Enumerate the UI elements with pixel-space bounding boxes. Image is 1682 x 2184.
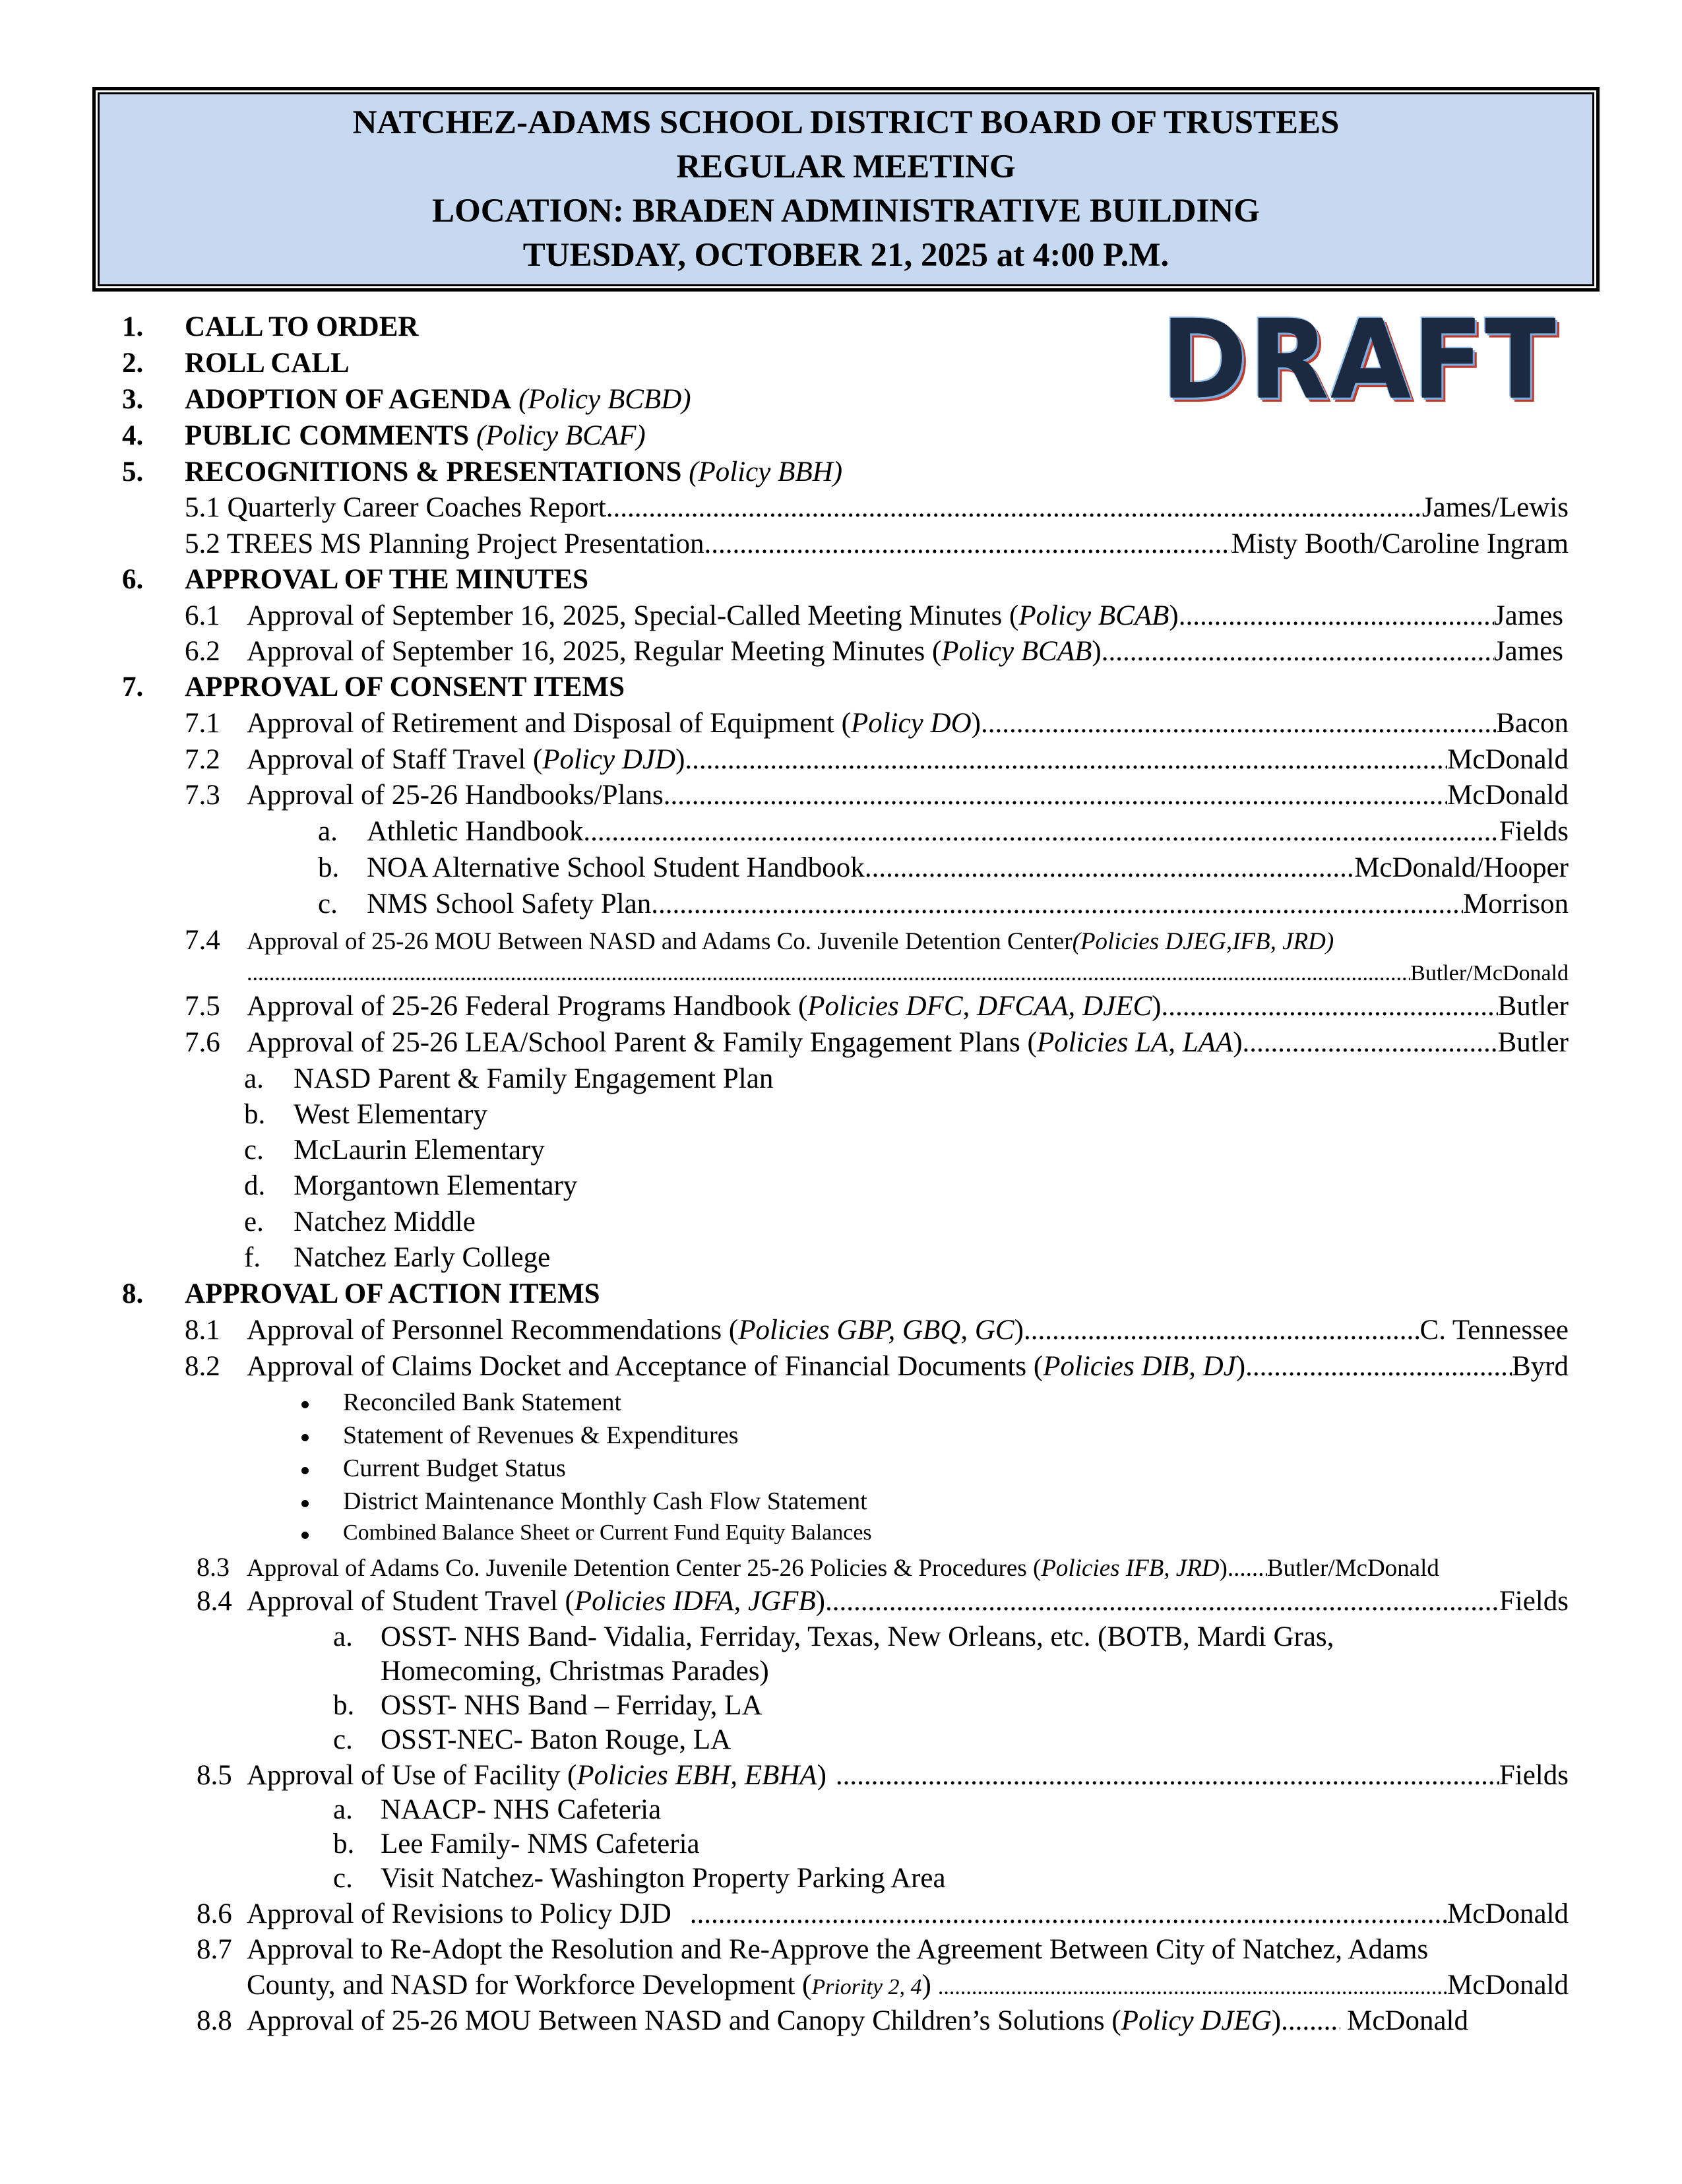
- bullet-icon: [301, 1401, 309, 1408]
- item-letter: c.: [333, 1863, 353, 1894]
- item-presenter: James: [1493, 600, 1563, 631]
- item-title: CALL TO ORDER: [185, 311, 419, 342]
- dot-leader: [1024, 1313, 1420, 1348]
- dot-leader: [1102, 635, 1494, 669]
- bullet-icon: [301, 1434, 309, 1441]
- dot-leader: [865, 851, 1354, 885]
- item-number: 7.4: [185, 925, 220, 956]
- item-policy-close: ): [675, 744, 685, 775]
- item-presenter: McDonald: [1347, 2005, 1468, 2036]
- item-text: Approval of 25-26 LEA/School Parent & Family Engagement Plans (: [247, 1027, 1037, 1058]
- item-policy-close: ): [815, 1586, 825, 1617]
- dot-leader: [1228, 1551, 1267, 1586]
- item-text: Visit Natchez- Washington Property Parking Area: [381, 1863, 946, 1894]
- item-policy: (Policy BCAF): [476, 420, 646, 451]
- item-presenter: Butler: [1497, 991, 1569, 1022]
- item-number: 4.: [122, 420, 144, 451]
- item-text: Approval of 25-26 MOU Between NASD and Canopy Children’s Solutions (: [247, 2005, 1121, 2036]
- item-presenter: Morrison: [1462, 889, 1569, 920]
- item-7-1: [185, 706, 1569, 741]
- item-number: 8.5: [197, 1760, 232, 1791]
- item-text: 5.2 TREES MS Planning Project Presentation: [185, 528, 704, 559]
- item-letter: a.: [244, 1063, 264, 1094]
- dot-leader: [664, 778, 1447, 813]
- item-text: Approval of Revisions to Policy DJD: [247, 1898, 671, 1929]
- item-presenter: Butler/McDonald: [1410, 961, 1569, 985]
- item-8-8: [197, 2004, 1569, 2038]
- item-8-5b: [333, 1827, 700, 1861]
- item-title: APPROVAL OF THE MINUTES: [185, 564, 589, 595]
- item-policy: Priority 2, 4: [811, 1975, 922, 1999]
- item-policy: Policies EBH, EBHA: [576, 1760, 817, 1791]
- item-7-3a: [318, 815, 1569, 849]
- item-8-3: [197, 1550, 1569, 1586]
- item-letter: c.: [244, 1135, 264, 1166]
- item-letter: c.: [318, 889, 338, 920]
- bullet-item: District Maintenance Monthly Cash Flow Statement: [343, 1487, 867, 1515]
- item-presenter: McDonald: [1447, 780, 1569, 811]
- item-8-2: [185, 1350, 1569, 1384]
- item-policy-close: ): [817, 1760, 826, 1791]
- item-presenter: McDonald: [1447, 1970, 1569, 2001]
- item-presenter: McDonald/Hooper: [1354, 852, 1569, 883]
- item-8-7: [197, 1933, 1429, 1967]
- agenda-header-inner: [98, 92, 1594, 286]
- header-title-date: TUESDAY, OCTOBER 21, 2025 at 4:00 P.M.: [522, 237, 1169, 274]
- bullet-item: Reconciled Bank Statement: [343, 1388, 622, 1416]
- item-presenter: James/Lewis: [1421, 492, 1569, 523]
- item-policy: Policy BCAB: [1018, 600, 1169, 631]
- item-7-6: [185, 1026, 1569, 1060]
- item-title: PUBLIC COMMENTS: [185, 420, 470, 451]
- item-policy-close: ): [1152, 991, 1162, 1022]
- item-8-5a: [333, 1793, 662, 1827]
- dot-leader: [836, 1759, 1499, 1793]
- item-number: 2.: [122, 348, 144, 379]
- item-presenter: C. Tennessee: [1419, 1315, 1569, 1346]
- item-number: 7.1: [185, 708, 220, 739]
- item-6-2: [185, 635, 1563, 669]
- item-letter: a.: [318, 816, 338, 847]
- item-text: Approval of September 16, 2025, Regular Meeting Minutes (: [247, 636, 942, 667]
- dot-leader: [690, 1897, 1447, 1931]
- item-presenter: Bacon: [1496, 708, 1569, 739]
- dot-leader: [583, 815, 1499, 849]
- item-text: Approval to Re-Adopt the Resolution and Re-Approve the Agreement Between City of Natchez, Adams: [247, 1934, 1429, 1965]
- item-text: Approval of 25-26 MOU Between NASD and Adams Co. Juvenile Detention Center: [247, 928, 1073, 955]
- item-number: 7.: [122, 671, 144, 702]
- item-1: [122, 310, 419, 344]
- item-4: [122, 419, 646, 453]
- item-presenter: Misty Booth/Caroline Ingram: [1231, 528, 1569, 559]
- item-7-6d: [244, 1169, 578, 1203]
- bullet-item: Statement of Revenues & Expenditures: [343, 1421, 739, 1449]
- item-policy-close: ): [1014, 1315, 1024, 1346]
- item-policy: (Policies DJEG,IFB, JRD): [1072, 928, 1334, 955]
- item-7-3: [185, 778, 1569, 813]
- item-text: Approval of Adams Co. Juvenile Detention Center 25-26 Policies & Procedures (: [247, 1555, 1042, 1582]
- header-title-district: NATCHEZ-ADAMS SCHOOL DISTRICT BOARD OF TRUSTEES: [352, 104, 1340, 141]
- item-text: Approval of Retirement and Disposal of Equipment (: [247, 708, 851, 739]
- item-8-1: [185, 1313, 1569, 1348]
- item-8-6: [197, 1897, 1569, 1931]
- dot-leader: [1179, 599, 1494, 633]
- item-text: Approval of 25-26 Handbooks/Plans: [247, 780, 664, 811]
- item-text: Approval of Claims Docket and Acceptance of Financial Documents (: [247, 1351, 1043, 1382]
- item-text: Natchez Early College: [294, 1242, 551, 1273]
- item-title: ADOPTION OF AGENDA: [185, 384, 512, 415]
- item-policy: (Policy BCBD): [518, 384, 691, 415]
- item-text: NASD Parent & Family Engagement Plan: [294, 1063, 774, 1094]
- header-title-location: LOCATION: BRADEN ADMINISTRATIVE BUILDING: [432, 193, 1260, 230]
- item-number: 7.6: [185, 1027, 220, 1058]
- bullet-icon: [301, 1532, 309, 1539]
- item-letter: b.: [318, 852, 340, 883]
- item-letter: a.: [333, 1794, 353, 1825]
- item-letter: b.: [333, 1828, 355, 1859]
- item-policy: Policies GBP, GBQ, GC: [738, 1315, 1014, 1346]
- item-8: [122, 1277, 600, 1311]
- item-text: OSST-NEC- Baton Rouge, LA: [381, 1724, 732, 1755]
- item-8-5c: [333, 1861, 946, 1896]
- item-5-1: [185, 491, 1569, 525]
- item-presenter: McDonald: [1447, 744, 1569, 775]
- item-text: West Elementary: [294, 1099, 487, 1130]
- item-number: 6.1: [185, 600, 220, 631]
- item-number: 8.2: [185, 1351, 220, 1382]
- item-7-5: [185, 989, 1569, 1024]
- item-policy-close: ): [921, 1970, 931, 2001]
- item-policy-close: ): [1219, 1555, 1228, 1582]
- item-policy: Policies DFC, DFCAA, DJEC: [807, 991, 1152, 1022]
- item-policy: Policies DIB, DJ: [1043, 1351, 1236, 1382]
- item-number: 7.3: [185, 780, 220, 811]
- item-7: [122, 670, 625, 704]
- item-number: 6.: [122, 564, 144, 595]
- header-title-meeting: REGULAR MEETING: [676, 148, 1016, 185]
- item-number: 1.: [122, 311, 144, 342]
- item-letter: a.: [333, 1621, 353, 1652]
- dot-leader: [1161, 989, 1497, 1024]
- item-text: Approval of 25-26 Federal Programs Handbook (: [247, 991, 808, 1022]
- item-text: Approval of September 16, 2025, Special-Called Meeting Minutes (: [247, 600, 1019, 631]
- dot-leader: [606, 491, 1422, 525]
- item-7-6f: [244, 1241, 551, 1275]
- item-text: NMS School Safety Plan: [367, 889, 652, 920]
- item-policy: Policies IFB, JRD: [1041, 1555, 1220, 1582]
- item-letter: e.: [244, 1206, 264, 1237]
- item-policy-close: ): [1235, 1351, 1246, 1382]
- item-8-7-continued: [247, 1968, 1569, 2005]
- item-policy-close: ): [1233, 1027, 1243, 1058]
- item-7-3b: [318, 851, 1569, 885]
- item-6: [122, 563, 589, 597]
- item-7-6e: [244, 1205, 476, 1239]
- item-7-6a: [244, 1062, 774, 1096]
- item-7-6c: [244, 1133, 545, 1168]
- dot-leader: [247, 956, 1410, 991]
- item-8-4a: [333, 1620, 1334, 1654]
- item-text: Approval of Staff Travel (: [247, 744, 543, 775]
- item-number: 3.: [122, 384, 144, 415]
- item-6-1: [185, 599, 1563, 633]
- dot-leader: [1245, 1350, 1512, 1384]
- item-text: County, and NASD for Workforce Development (: [247, 1970, 812, 2001]
- item-text: OSST- NHS Band – Ferriday, LA: [381, 1690, 763, 1721]
- item-presenter: Butler/McDonald: [1266, 1555, 1439, 1582]
- item-presenter: Butler: [1497, 1027, 1569, 1058]
- item-policy-close: ): [1271, 2005, 1282, 2036]
- item-7-3c: [318, 887, 1569, 921]
- item-title: APPROVAL OF CONSENT ITEMS: [185, 671, 625, 702]
- item-policy: Policy DJD: [542, 744, 676, 775]
- dot-leader: [685, 743, 1447, 777]
- dot-leader: [704, 527, 1231, 561]
- item-text: Approval of Use of Facility (: [247, 1760, 577, 1791]
- item-5: [122, 455, 843, 489]
- item-presenter: Fields: [1499, 816, 1569, 847]
- item-number: 8.7: [197, 1934, 232, 1965]
- item-title: ROLL CALL: [185, 348, 350, 379]
- bullet-icon: [301, 1500, 309, 1507]
- item-8-4c: [333, 1723, 732, 1757]
- item-policy-close: ): [1169, 600, 1179, 631]
- item-presenter: Byrd: [1512, 1351, 1569, 1382]
- agenda-header-box: [92, 87, 1600, 292]
- item-7-6b: [244, 1098, 487, 1132]
- item-policy-close: ): [971, 708, 981, 739]
- item-number: 5.: [122, 456, 144, 487]
- bullet-item: Combined Balance Sheet or Current Fund Equity Balances: [343, 1520, 872, 1545]
- dot-leader: [938, 1970, 1447, 2005]
- item-text: Approval of Personnel Recommendations (: [247, 1315, 739, 1346]
- item-text: Athletic Handbook: [367, 816, 584, 847]
- dot-leader: [1281, 2004, 1340, 2038]
- dot-leader: [981, 706, 1496, 741]
- item-text: 5.1 Quarterly Career Coaches Report: [185, 492, 606, 523]
- item-letter: b.: [244, 1099, 266, 1130]
- item-policy-close: ): [1092, 636, 1102, 667]
- item-letter: c.: [333, 1724, 353, 1755]
- item-7-4-leader-line: [247, 956, 1569, 991]
- draft-watermark: DRAFT: [1161, 296, 1557, 424]
- item-number: 7.5: [185, 991, 220, 1022]
- item-text: Approval of Student Travel (: [247, 1586, 575, 1617]
- item-presenter: James: [1493, 636, 1563, 667]
- item-title: RECOGNITIONS & PRESENTATIONS: [185, 456, 682, 487]
- item-text: Natchez Middle: [294, 1206, 476, 1237]
- item-8-4: [197, 1584, 1569, 1619]
- item-number: 6.2: [185, 636, 220, 667]
- item-letter: d.: [244, 1170, 266, 1201]
- item-8-4b: [333, 1689, 763, 1723]
- item-policy: Policy DO: [850, 708, 972, 739]
- item-policy: Policies IDFA, JGFB: [574, 1586, 816, 1617]
- item-presenter: Fields: [1499, 1760, 1569, 1791]
- item-policy: Policy DJEG: [1121, 2005, 1272, 2036]
- item-number: 8.: [122, 1278, 144, 1309]
- item-text: Morgantown Elementary: [294, 1170, 578, 1201]
- bullet-item: Current Budget Status: [343, 1454, 566, 1482]
- item-policy: Policies LA, LAA: [1036, 1027, 1233, 1058]
- item-8-4a-continued: Homecoming, Christmas Parades): [381, 1656, 769, 1687]
- item-number: 8.4: [197, 1586, 232, 1617]
- item-2: [122, 346, 350, 381]
- item-letter: b.: [333, 1690, 355, 1721]
- item-8-5: [197, 1759, 1569, 1793]
- dot-leader: [651, 887, 1463, 921]
- item-presenter: McDonald: [1447, 1898, 1569, 1929]
- item-title: APPROVAL OF ACTION ITEMS: [185, 1278, 600, 1309]
- item-number: 7.2: [185, 744, 220, 775]
- item-number: 8.1: [185, 1315, 220, 1346]
- item-number: 8.6: [197, 1898, 232, 1929]
- bullet-icon: [301, 1467, 309, 1474]
- dot-leader: [1243, 1026, 1498, 1060]
- item-text: McLaurin Elementary: [294, 1135, 545, 1166]
- item-text: Lee Family- NMS Cafeteria: [381, 1828, 700, 1859]
- item-5-2: [185, 527, 1569, 561]
- item-presenter: Fields: [1499, 1586, 1569, 1617]
- item-text: NOA Alternative School Student Handbook: [367, 852, 865, 883]
- item-text: NAACP- NHS Cafeteria: [381, 1794, 662, 1825]
- item-letter: f.: [244, 1242, 261, 1273]
- item-7-2: [185, 743, 1569, 777]
- dot-leader: [825, 1584, 1499, 1619]
- item-text: OSST- NHS Band- Vidalia, Ferriday, Texas, New Orleans, etc. (BOTB, Mardi Gras,: [381, 1621, 1334, 1652]
- item-number: 8.3: [197, 1552, 230, 1582]
- item-policy: Policy BCAB: [941, 636, 1092, 667]
- item-3: [122, 383, 691, 417]
- item-policy: (Policy BBH): [689, 456, 843, 487]
- item-number: 8.8: [197, 2005, 232, 2036]
- item-7-4: [185, 923, 1569, 959]
